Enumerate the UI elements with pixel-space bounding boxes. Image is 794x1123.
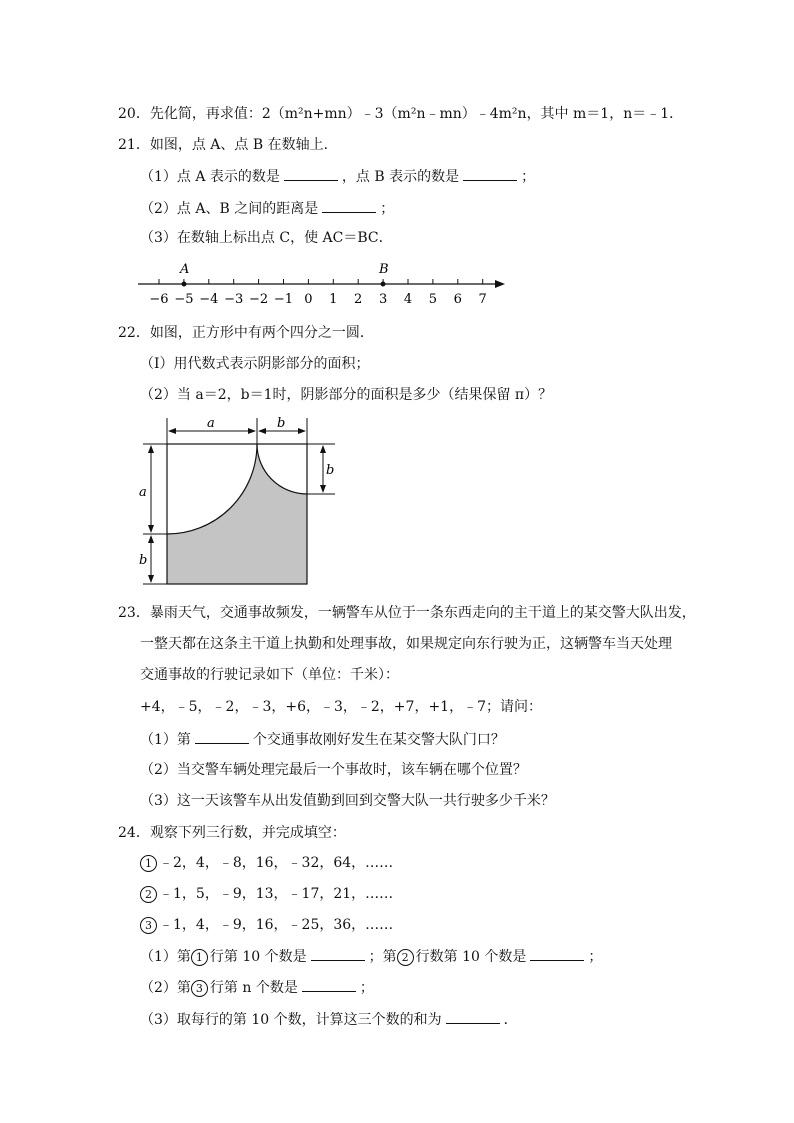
q23-line2: 一整天都在这条主干道上执勤和处理事故，如果规定向东行驶为正，这辆警车当天处理 [140,636,672,652]
arrow-head [148,525,154,533]
q21-part1 [140,166,535,187]
q22-part1: （I）用代数式表示阴影部分的面积； [140,356,370,372]
tick-label: −2 [249,292,269,307]
q24-part1-b: 行第 10 个数是 [209,949,307,965]
shaded-region [167,444,307,584]
q23-part2: （2）当交警车辆处理完最后一个事故时，该车辆在哪个位置？ [140,762,527,778]
q21-part2 [140,198,394,219]
q21-title: 21．如图，点 A、点 B 在数轴上． [118,137,338,153]
q24-part3-a: （3）取每行的第 10 个数，计算这三个数的和为 [140,1012,442,1028]
q24-part3 [140,1009,518,1030]
tick-group [149,279,486,307]
q22-title: 22．如图，正方形中有两个四分之一圆． [118,325,374,341]
q23-line3: 交通事故的行驶记录如下（单位：千米）： [140,667,399,683]
tick-label: 5 [428,292,438,307]
q21-part3: （3）在数轴上标出点 C，使 AC＝BC． [140,230,393,246]
tick-label: −5 [174,292,194,307]
answer-blank[interactable] [322,198,376,213]
answer-blank[interactable] [284,166,338,181]
q24-row2 [140,884,393,904]
punctuation: ； [359,980,374,996]
label-b-right: b [326,463,335,478]
answer-blank[interactable] [302,977,356,992]
axis-arrow [495,280,505,288]
arrow-head [148,575,154,583]
circled-number: 3 [140,917,157,934]
q24-part1-d: 行数第 10 个数是 [415,949,527,965]
q22-part2: （2）当 a＝2，b＝1时，阴影部分的面积是多少（结果保留 π）？ [140,387,553,403]
point-a-dot [182,282,187,287]
q21-part2-a: （2）点 A、B 之间的距离是 [140,201,319,217]
label-a-top: a [207,416,215,431]
tick-label: 7 [478,292,487,307]
punctuation: ； [380,201,395,217]
tick-label: −1 [273,292,294,307]
label-b-top: b [277,416,286,431]
tick-label: 4 [403,292,413,307]
tick-label: 1 [329,292,338,307]
q24-part1 [140,946,602,967]
q23-line1: 23．暴雨天气，交通事故频发，一辆警车从位于一条东西走向的主干道上的某交警大队出发， [118,605,696,621]
q21-part1-b: ，点 B 表示的数是 [341,169,460,185]
arrow-head [320,485,326,493]
point-b-dot [381,282,386,287]
row2-sequence: ﹣1，5，﹣9，13，﹣17，21，…… [159,886,394,902]
arrow-head [148,445,154,453]
punctuation: ； [521,169,536,185]
q21-part1-a: （1）点 A 表示的数是 [140,169,280,185]
punctuation: ； [588,949,603,965]
row3-sequence: ﹣1，4，﹣9，16，﹣25，36，…… [159,917,394,933]
tick-label: 6 [453,292,462,307]
tick-label: 0 [304,292,313,307]
circled-number: 3 [191,980,208,997]
answer-blank[interactable] [446,1009,500,1024]
point-b-label: B [379,262,389,277]
q20-text: 20．先化简，再求值：2（m²n+mn）﹣3（m²n﹣mn）﹣4m²n，其中 m＝1，n＝﹣1． [118,106,684,122]
row1-sequence: ﹣2，4，﹣8，16，﹣32，64，…… [159,855,394,871]
point-a-label: A [180,262,190,277]
arrow-head [168,428,176,434]
answer-blank[interactable] [195,729,249,744]
q23-part1-b: 个交通事故刚好发生在某交警大队门口？ [252,732,505,748]
tick-label: −6 [149,292,169,307]
tick-label: 2 [354,292,363,307]
circled-number: 2 [140,886,157,903]
q23-record: +4，﹣5，﹣2，﹣3，+6，﹣3，﹣2，+7，+1，﹣7；请问： [140,699,542,715]
punctuation: ． [503,1012,518,1028]
answer-blank[interactable] [530,946,584,961]
circled-number: 1 [140,855,157,872]
q24-row1 [140,853,393,873]
q23-part1-a: （1）第 [140,732,191,748]
circled-number: 1 [191,949,208,966]
q24-row3 [140,915,393,935]
arrow-head [148,535,154,543]
number-line [130,255,520,310]
label-b-left: b [139,553,148,568]
label-a-left: a [139,485,147,500]
q24-part2-a: （2）第 [140,980,191,996]
q24-part2-b: 行第 n 个数是 [209,980,298,996]
answer-blank[interactable] [311,946,365,961]
q24-part2 [140,977,374,998]
tick-label: 3 [378,292,388,307]
q23-part1 [140,729,505,750]
q24-part1-c: ；第 [368,949,397,965]
arrow-head [258,428,266,434]
q24-part1-a: （1）第 [140,949,191,965]
q24-title: 24．观察下列三行数，并完成填空： [118,825,346,841]
circled-number: 2 [397,949,414,966]
answer-blank[interactable] [463,166,517,181]
square-figure [125,410,345,590]
arrow-head [248,428,256,434]
tick-label: −3 [224,292,244,307]
tick-label: −4 [199,292,219,307]
arrow-head [298,428,306,434]
q23-part3: （3）这一天该警车从出发值勤到回到交警大队一共行驶多少千米？ [140,793,555,809]
arrow-head [320,445,326,453]
